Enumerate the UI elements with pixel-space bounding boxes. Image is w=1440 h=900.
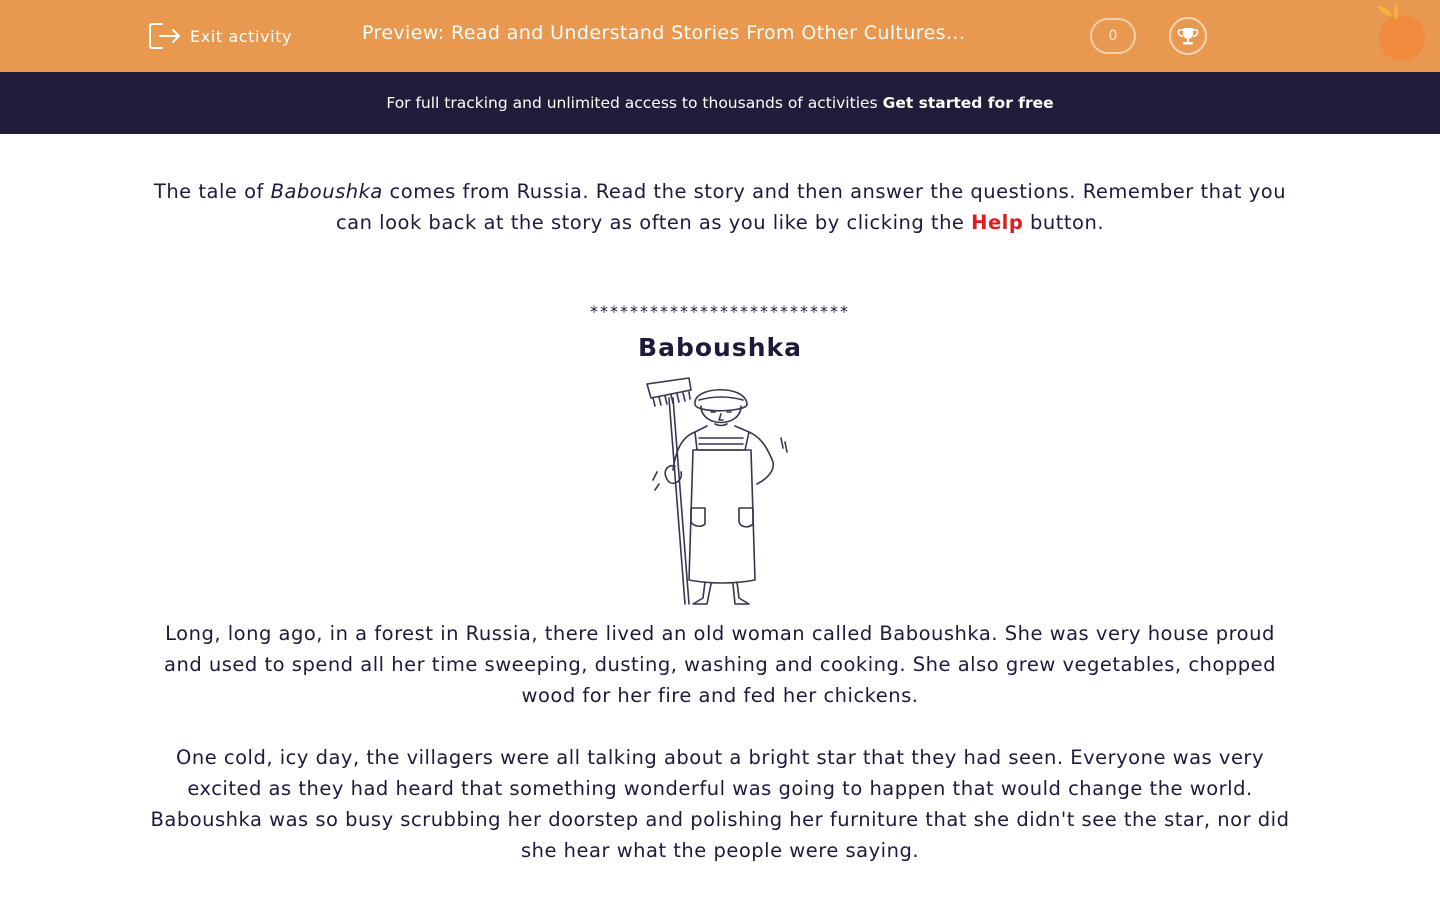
top-bar [0, 0, 1440, 72]
page-title: Preview: Read and Understand Stories From Other Cultures... [362, 22, 966, 44]
intro-italic-title: Baboushka [270, 180, 383, 203]
trophy-button[interactable] [1169, 17, 1207, 55]
score-counter: 0 [1090, 18, 1136, 54]
banner-text: For full tracking and unlimited access to thousands of activities [386, 94, 878, 112]
story-paragraph: One cold, icy day, the villagers were all talking about a bright star that they had seen. Everyone was very excited as they had heard that something wonderful was going to happen that would change the world. Baboushka was so busy scrubbing her doorstep and polishing her furniture that she didn't see the star, nor did she hear what the people were saying. [150, 746, 1290, 862]
story-title: Baboushka [638, 333, 802, 362]
intro-part2: comes from Russia. Read the story and then answer the questions. Remember that you can look back at the story as often as you like by clicking the [335, 180, 1287, 234]
activity-content [150, 176, 1290, 866]
intro-part3: button. [1023, 211, 1105, 234]
exit-icon [148, 21, 182, 51]
get-started-link[interactable]: Get started for free [882, 94, 1054, 112]
intro-part1: The tale of [153, 180, 271, 203]
help-keyword: Help [971, 211, 1024, 234]
story-separator: ************************** [590, 302, 850, 321]
exit-activity-button[interactable] [148, 20, 292, 52]
baboushka-illustration [645, 376, 795, 612]
intro-text [150, 176, 1290, 238]
upgrade-banner [0, 72, 1440, 134]
trophy-icon [1177, 25, 1199, 47]
exit-activity-label: Exit activity [190, 26, 293, 46]
story-paragraph: Long, long ago, in a forest in Russia, there lived an old woman called Baboushka. She was very house proud and used to spend all her time sweeping, dusting, washing and cooking. She also grew vegetables, chopped wood for her fire and fed her chickens. [164, 622, 1276, 707]
orange-logo-icon[interactable] [1374, 4, 1430, 64]
